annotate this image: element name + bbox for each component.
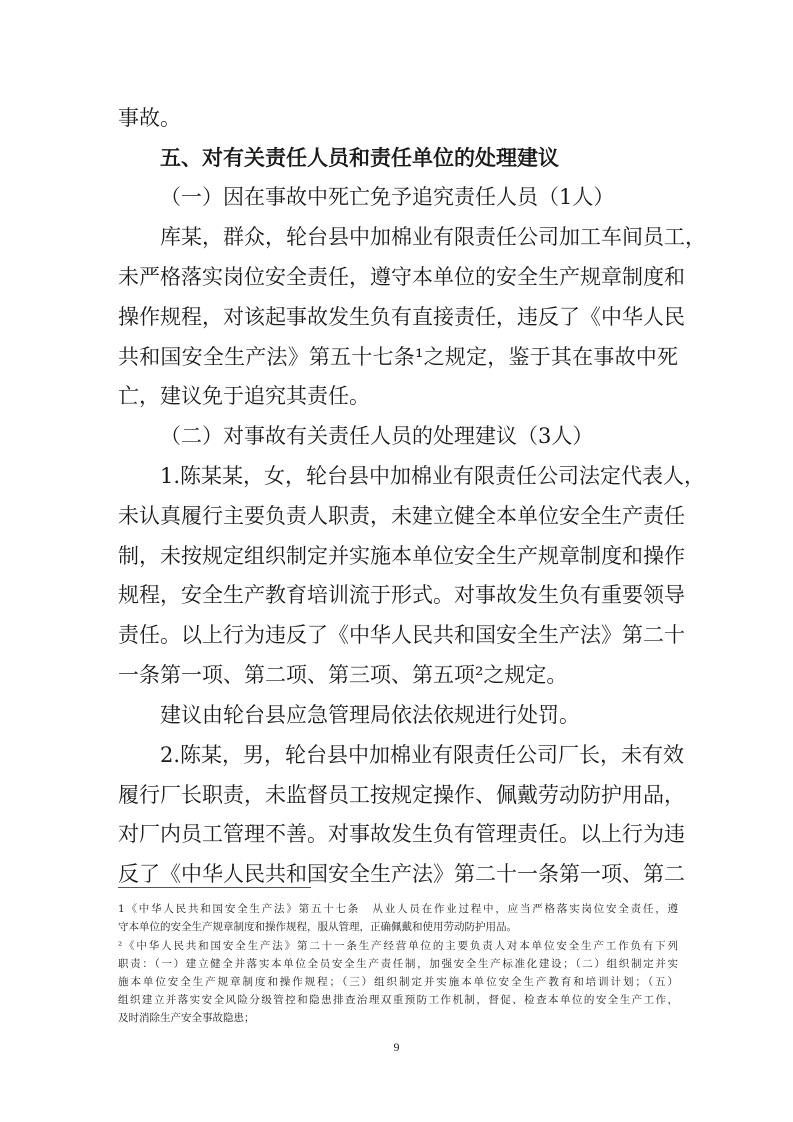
body-line: 2.陈某，男，轮台县中加棉业有限责任公司厂长，未有效 — [160, 743, 685, 767]
body-line: 一条第一项、第二项、第三项、第五项²之规定。 — [118, 663, 568, 687]
body-line: 未认真履行主要负责人职责，未建立健全本单位安全生产责任 — [118, 504, 685, 528]
subsection-heading: （二）对事故有关责任人员的处理建议（3人） — [160, 424, 594, 448]
footnote-line: ²《中华人民共和国安全生产法》第二十一条生产经营单位的主要负责人对本单位安全生产工作负有下列 — [118, 940, 678, 952]
body-line: 操作规程，对该起事故发生负有直接责任，违反了《中华人民 — [118, 305, 685, 329]
footnote-line: 职责：（一）建立健全并落实本单位全员安全生产责任制，加强安全生产标准化建设；（二）组织制定并实 — [118, 958, 678, 970]
body-line: 1.陈某某，女，轮台县中加棉业有限责任公司法定代表人， — [160, 464, 706, 488]
body-line: 事故。 — [118, 106, 181, 130]
body-line: 对厂内员工管理不善。对事故发生负有管理责任。以上行为违 — [118, 822, 685, 846]
section-heading: 五、对有关责任人员和责任单位的处理建议 — [160, 146, 559, 170]
footnote-line: 组织建立并落实安全风险分级管控和隐患排查治理双重预防工作机制，督促、检查本单位的安全生产工作， — [118, 994, 678, 1006]
subsection-heading: （一）因在事故中死亡免予追究责任人员（1人） — [160, 185, 615, 209]
body-line: 制，未按规定组织制定并实施本单位安全生产规章制度和操作 — [118, 544, 685, 568]
footnote-line: 及时消除生产安全事故隐患； — [118, 1012, 255, 1024]
body-line: 库某，群众，轮台县中加棉业有限责任公司加工车间员工， — [160, 225, 706, 249]
body-line: 规程，安全生产教育培训流于形式。对事故发生负有重要领导 — [118, 583, 685, 607]
body-line: 建议由轮台县应急管理局依法依规进行处罚。 — [160, 703, 580, 727]
footnote-divider — [118, 887, 311, 888]
body-line: 未严格落实岗位安全责任，遵守本单位的安全生产规章制度和 — [118, 265, 685, 289]
body-line: 责任。以上行为违反了《中华人民共和国安全生产法》第二十 — [118, 623, 685, 647]
footnote-line: 施本单位安全生产规章制度和操作规程；（三）组织制定并实施本单位安全生产教育和培训计划；（五） — [118, 976, 678, 988]
body-line: 履行厂长职责，未监督员工按规定操作、佩戴劳动防护用品， — [118, 783, 685, 807]
body-line: 亡，建议免于追究其责任。 — [118, 384, 370, 408]
footnote-line: 守本单位的安全生产规章制度和操作规程，服从管理，正确佩戴和使用劳动防护用品。 — [118, 921, 517, 933]
body-line: 共和国安全生产法》第五十七条¹之规定，鉴于其在事故中死 — [118, 345, 678, 369]
footnote-line: 1《中华人民共和国安全生产法》第五十七条 从业人员在作业过程中，应当严格落实岗位安全责任，遵 — [118, 903, 678, 915]
body-line: 反了《中华人民共和国安全生产法》第二十一条第一项、第二 — [118, 862, 685, 886]
page-number: 9 — [393, 1040, 400, 1054]
